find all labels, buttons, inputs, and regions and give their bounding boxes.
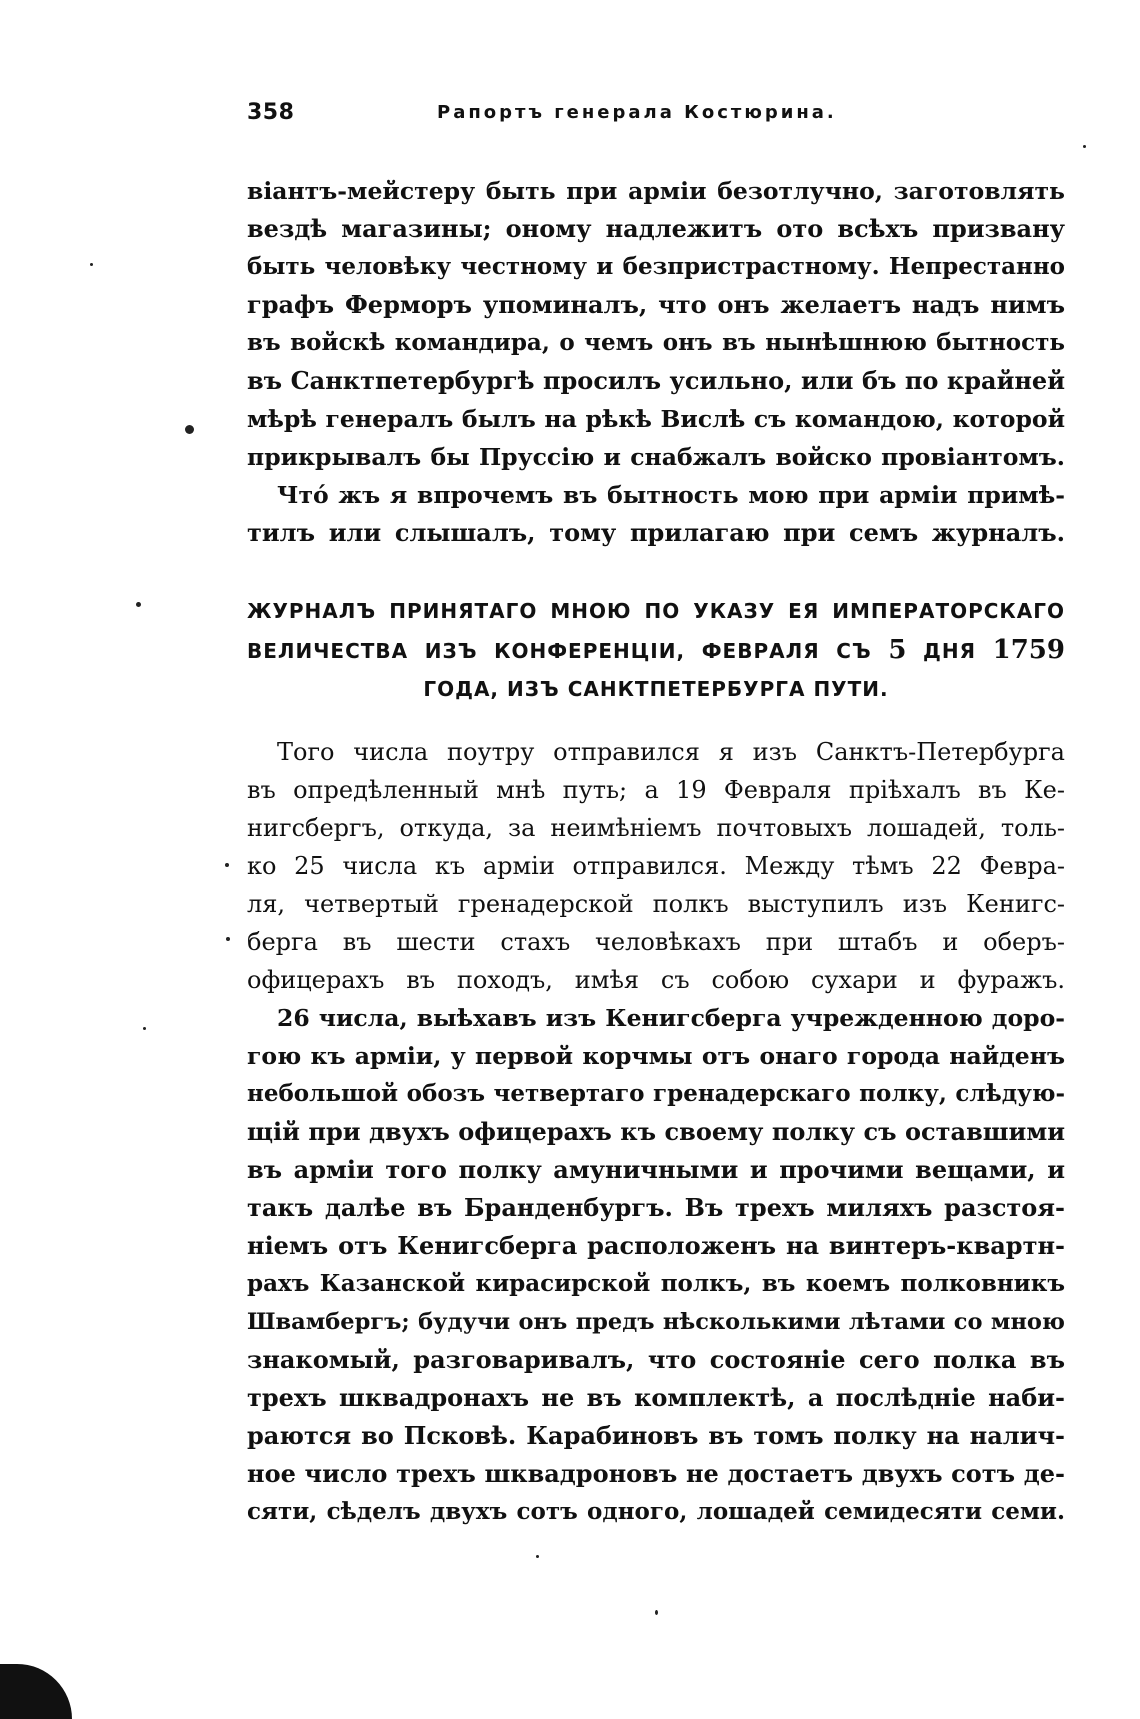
text-line: прикрывалъ бы Пруссію и снабжалъ войско провіантомъ. [247, 443, 1065, 471]
text-line: въ арміи того полку амуничными и прочими вещами, и [247, 1155, 1065, 1184]
scan-dot [1083, 145, 1086, 148]
scan-dot [225, 863, 229, 867]
text-line: тилъ или слышалъ, тому прилагаю при семъ журналъ. [247, 518, 1065, 547]
text-line: нигсбергъ, откуда, за неимѣніемъ почтовыхъ лошадей, толь- [247, 814, 1065, 842]
running-head: Рапортъ генерала Костюрина. [437, 102, 837, 123]
text-line: быть человѣку честному и безпристрастному. Непрестанно [247, 253, 1065, 280]
scan-blob [0, 1664, 72, 1719]
text-line: мѣрѣ генералъ былъ на рѣкѣ Вислѣ съ командою, которой [247, 405, 1065, 433]
text-line: Швамбергъ; будучи онъ предъ нѣсколькими лѣтами со мною [247, 1309, 1065, 1335]
scan-dot [136, 602, 141, 607]
paragraph-report [247, 172, 1065, 552]
text-line: гою къ арміи, у первой корчмы отъ онаго города найденъ [247, 1042, 1065, 1070]
text-line: вездѣ магазины; оному надлежитъ ото всѣхъ призвану [247, 214, 1065, 243]
scan-dot [143, 1027, 146, 1030]
text-line: трехъ шквадронахъ не въ комплектѣ, а послѣдніе наби- [247, 1383, 1065, 1412]
heading-line: ГОДА, ИЗЪ САНКТПЕТЕРБУРГА ПУТИ. [423, 677, 889, 701]
scan-dot [90, 263, 93, 266]
text-line: ля, четвертый гренадерской полкъ выступилъ изъ Кенигс- [247, 890, 1065, 918]
text-line: графъ Ферморъ упоминалъ, что онъ желаетъ надъ нимъ [247, 290, 1065, 319]
text-line: небольшой обозъ четвертаго гренадерскаго полку, слѣдую- [247, 1080, 1065, 1107]
text-line: віантъ-мейстеру быть при арміи безотлучно, заготовлять [247, 177, 1065, 205]
text-line: въ опредѣленный мнѣ путь; а 19 Февраля пріѣхалъ въ Ке- [247, 776, 1065, 804]
page-number: 358 [247, 100, 295, 125]
heading-line: ЖУРНАЛЪ ПРИНЯТАГО МНОЮ ПО УКАЗУ ЕЯ ИМПЕРАТОРСКАГО [247, 599, 1065, 623]
scan-dot [655, 1610, 658, 1615]
page-header [247, 100, 1065, 140]
text-line: въ Санктпетербургѣ просилъ усильно, или бъ по крайней [247, 366, 1065, 395]
text-line: берга въ шести стахъ человѣкахъ при штабъ и оберъ- [247, 928, 1065, 956]
text-line: ніемъ отъ Кенигсберга расположенъ на винтеръ-квартн- [247, 1231, 1065, 1260]
text-line: Того числа поутру отправился я изъ Санктъ-Петербурга [277, 738, 1065, 766]
journal-heading [247, 592, 1065, 709]
scan-dot [536, 1555, 539, 1558]
text-line: Чтó жъ я впрочемъ въ бытность мою при арміи примѣ- [277, 481, 1065, 509]
scan-dot [185, 425, 194, 434]
heading-year: 1759 [992, 635, 1065, 665]
text-line: рахъ Казанской кирасирской полкъ, въ коемъ полковникъ [247, 1270, 1065, 1297]
text-line: въ войскѣ командира, о чемъ онъ въ нынѣшнюю бытность [247, 329, 1065, 356]
text-line: 26 числа, выѣхавъ изъ Кенигсберга учрежденною доро- [277, 1004, 1065, 1032]
text-line: ко 25 числа къ арміи отправился. Между тѣмъ 22 Февра- [247, 852, 1065, 880]
heading-line-start: ВЕЛИЧЕСТВА ИЗЪ КОНФЕРЕНЦІИ, ФЕВРАЛЯ СЪ [247, 639, 872, 663]
text-line: сяти, сѣделъ двухъ сотъ одного, лошадей семидесяти семи. [247, 1498, 1065, 1525]
text-line: такъ далѣе въ Бранденбургъ. Въ трехъ миляхъ разстоя- [247, 1193, 1065, 1222]
heading-day: 5 [888, 635, 907, 665]
text-line: щій при двухъ офицерахъ къ своему полку съ оставшими [247, 1117, 1065, 1146]
paragraph-journal [247, 733, 1065, 1531]
text-line: ное число трехъ шквадроновъ не достаетъ двухъ сотъ де- [247, 1459, 1065, 1488]
text-line: знакомый, разговаривалъ, что состояніе сего полка въ [247, 1345, 1065, 1374]
scan-dot [226, 937, 230, 941]
heading-day-word: ДНЯ [923, 639, 976, 663]
text-line: раются во Псковѣ. Карабиновъ въ томъ полку на налич- [247, 1421, 1065, 1450]
heading-line [247, 631, 1065, 670]
text-line: офицерахъ въ походъ, имѣя съ собою сухари и фуражъ. [247, 966, 1065, 994]
